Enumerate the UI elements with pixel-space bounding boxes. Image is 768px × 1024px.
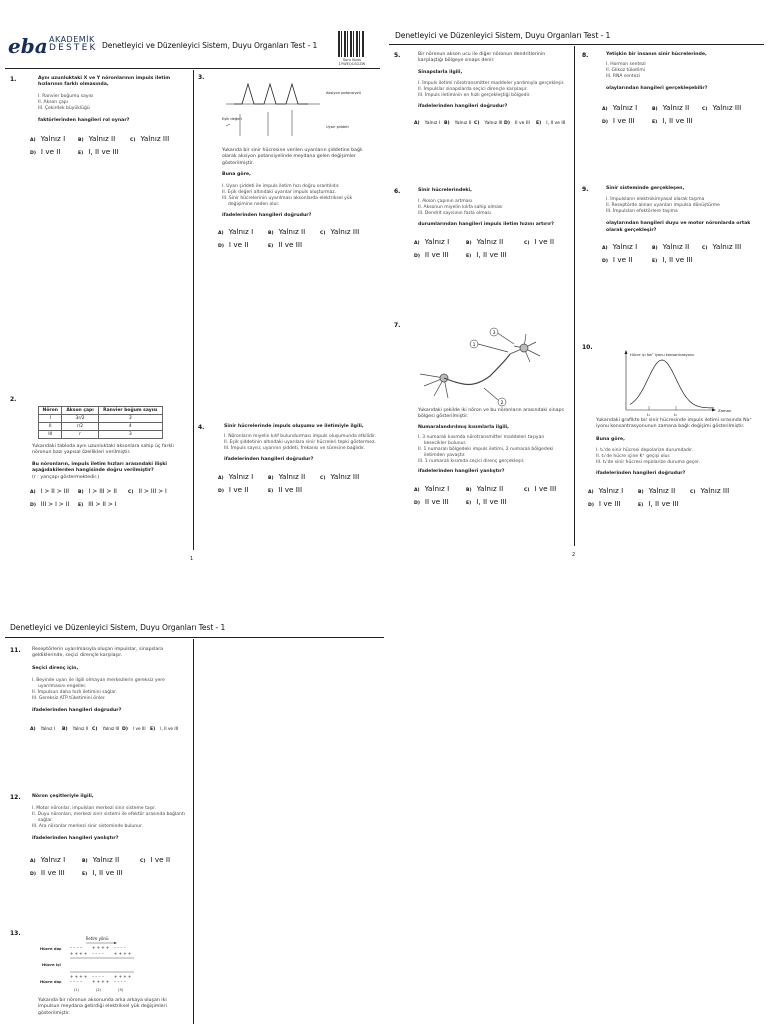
option-e[interactable]: E) I, II ve III bbox=[82, 867, 123, 877]
page-number: 1 bbox=[190, 556, 194, 562]
t2-tick: t₂ bbox=[674, 412, 678, 417]
test-title: Denetleyici ve Düzenleyici Sistem, Duyu Organları Test - 1 bbox=[395, 31, 611, 40]
membrane-charge-diagram bbox=[34, 934, 174, 996]
sodium-concentration-graph bbox=[600, 348, 750, 420]
statement-1: I. Beyinde uyarı ile ilgili olmayan merkezlerin gereksiz yere uyarılmasını engeller. bbox=[32, 678, 165, 690]
option-e[interactable]: E) I, II ve III bbox=[466, 496, 507, 506]
question-lead: Sinir hücrelerinde impuls oluşumu ve iletimiyle ilgili, bbox=[224, 424, 364, 429]
option-a[interactable]: A) Yalnız I bbox=[414, 236, 450, 246]
statement-3: III. Gereksiz ATP tüketimini önler. bbox=[32, 696, 106, 702]
question-prompt: olaylarından hangileri duyu ve motor nöronlarda ortak olarak gerçekleşir? bbox=[606, 221, 751, 233]
option-b[interactable]: B) Yalnız II bbox=[638, 485, 676, 495]
column-divider bbox=[193, 639, 194, 1024]
answer-options bbox=[602, 240, 762, 266]
question-prompt: ifadelerinden hangileri doğrudur? bbox=[224, 457, 314, 463]
answer-options bbox=[588, 484, 762, 510]
mark-2: (2) bbox=[96, 988, 102, 992]
option-a[interactable]: A) Yalnız I bbox=[30, 854, 66, 864]
svg-text:+ + + +: + + + + bbox=[92, 945, 110, 950]
option-e[interactable]: E) I, II ve III bbox=[78, 147, 119, 157]
statement-2: II. Aksonun miyelin kılıfa sahip olması bbox=[418, 205, 503, 211]
question-number: 11. bbox=[10, 647, 21, 654]
option-a[interactable]: A) Yalnız I bbox=[602, 102, 638, 112]
column-divider bbox=[193, 70, 194, 550]
svg-text:– – – –: – – – – bbox=[70, 979, 82, 984]
question-number: 5. bbox=[394, 52, 401, 59]
statement-1: I. İmpulsların elektrokimyasal olarak taşıma bbox=[606, 197, 705, 203]
logo-subtitle: AKADEMİK DESTEK bbox=[49, 35, 98, 53]
answer-options bbox=[30, 485, 185, 511]
option-e[interactable]: E) I, II ve III bbox=[652, 115, 693, 125]
question-text: Yukarıdaki grafikte bir sinir hücresinde impuls iletimi sırasında Na⁺ iyonu konsantrasyonunun zamana bağlı değişimi gösterilmiştir. bbox=[596, 418, 752, 430]
option-a[interactable]: A) Yalnız I bbox=[218, 471, 254, 481]
neuron-synapse-diagram bbox=[414, 326, 564, 406]
question-12 bbox=[10, 794, 188, 879]
option-c[interactable]: C) Yalnız III bbox=[92, 726, 120, 733]
option-b[interactable]: B) Yalnız II bbox=[444, 120, 472, 126]
label-3: 3 bbox=[492, 330, 496, 336]
option-e[interactable]: E) I, II ve III bbox=[150, 726, 179, 733]
question-lead: Yetişkin bir insanın sinir hücrelerinde, bbox=[606, 52, 707, 57]
question-number: 9. bbox=[582, 186, 589, 193]
option-e[interactable]: E) I, II ve III bbox=[466, 249, 507, 259]
statement-2: II. Reseptörde alınan uyarıları impulsa dönüştürme bbox=[606, 203, 720, 209]
statement-1: I. 3 numaralı kısımda nörotransmitter maddeleri taşıyan kesecikler bulunur. bbox=[418, 435, 545, 447]
test-title: Denetleyici ve Düzenleyici Sistem, Duyu Organları Test - 1 bbox=[10, 623, 226, 632]
mark-3: (3) bbox=[118, 988, 124, 992]
option-b[interactable]: B) Yalnız II bbox=[82, 854, 120, 864]
action-potential-graph bbox=[224, 80, 374, 150]
statement-2: II. İmpulsun daha hızlı iletimini sağlar. bbox=[32, 690, 117, 696]
qr-code[interactable] bbox=[338, 31, 364, 57]
statement-3: III. t₂'de sinir hücresi repolarize duruma geçer. bbox=[596, 460, 700, 466]
question-6 bbox=[394, 188, 566, 261]
page-2 bbox=[384, 0, 768, 580]
eba-logo bbox=[8, 34, 48, 58]
header-rule bbox=[5, 637, 384, 638]
statement-3: III. İmpulsları efektörlere taşıma bbox=[606, 209, 678, 215]
question-text: Yukarıda bir nöronun aksonunda arka arkaya oluşan iki impulsun meydana getirdiği elektriksel yük değişimleri gösterilmiştir. bbox=[38, 998, 167, 1016]
question-number: 7. bbox=[394, 322, 401, 329]
answer-options bbox=[602, 101, 762, 127]
option-a[interactable]: A) Yalnız I bbox=[30, 134, 66, 144]
svg-text:– – – –: – – – – bbox=[92, 974, 104, 979]
answer-options bbox=[414, 117, 566, 130]
statement-1: I. Nöronların miyelin kılıf bulundurması impuls oluşumunda etkilidir. bbox=[224, 434, 376, 440]
question-prompt: ifadelerinden hangileri doğrudur? bbox=[32, 708, 122, 714]
test-title: Denetleyici ve Düzenleyici Sistem, Duyu Organları Test - 1 bbox=[102, 41, 318, 50]
question-9 bbox=[582, 186, 762, 266]
svg-text:+ + + +: + + + + bbox=[70, 974, 88, 979]
option-c[interactable]: C) I ve II bbox=[140, 854, 171, 864]
statement-1: I. Ranvier boğumu sayısı bbox=[38, 93, 94, 99]
option-d[interactable]: D) I ve II bbox=[30, 147, 61, 157]
y-axis-label: Hücre içi Na⁺ iyonu konsantrasyonu bbox=[630, 353, 695, 357]
option-d[interactable]: D) II ve III bbox=[30, 867, 65, 877]
page-1 bbox=[0, 0, 384, 580]
question-prompt: ifadelerinden hangileri doğrudur? bbox=[222, 212, 312, 218]
statement-2: II. Glikoz tüketimi bbox=[606, 68, 645, 74]
option-e[interactable]: E) I, II ve III bbox=[652, 255, 693, 265]
question-lead: Numaralandırılmış kısımlarla ilgili, bbox=[418, 424, 509, 430]
question-prompt: faktörlerinden hangileri rol oynar? bbox=[38, 117, 130, 123]
option-c[interactable]: C) Yalnız III bbox=[320, 471, 360, 481]
option-b[interactable]: B) I > III > II bbox=[78, 488, 117, 496]
question-lead: Buna göre, bbox=[222, 172, 251, 178]
option-c[interactable]: C) I ve II bbox=[524, 236, 555, 246]
x-axis-label: Zaman bbox=[718, 408, 732, 413]
statement-2: II. 1 numaralı bölgedeki impuls iletimi, 2 numaralı bölgedeki iletimden yavaştır. bbox=[418, 447, 554, 459]
svg-text:+ + + +: + + + + bbox=[70, 951, 88, 956]
option-c[interactable]: C) Yalnız III bbox=[702, 102, 742, 112]
question-1 bbox=[10, 76, 185, 158]
statement-1: I. Motor nöronlar, impulsları merkezi sinir sisteme taşır. bbox=[32, 806, 157, 812]
question-text: Yukarıda bir sinir hücresine verilen uyarıların şiddetine bağlı olarak aksiyon potansiyelinde meydana gelen değişimler gösterilmiştir. bbox=[222, 148, 363, 166]
option-c[interactable]: C) I ve III bbox=[524, 483, 557, 493]
option-a[interactable]: A) Yalnız I bbox=[588, 485, 624, 495]
question-text: Reseptörlerin uyarılmasıyla oluşan impulslar, sinapslara geldiklerinde, seçici dirençle karşılaşır. bbox=[32, 647, 164, 659]
question-text: Bir nöronun akson ucu ile diğer nöronun dendritlerinin karşılaştığı bölgeye sinaps denir. bbox=[418, 52, 546, 64]
qr-caption: Soru Kodu 1YWEQCSGZW bbox=[338, 58, 366, 67]
statement-2: II. İmpulslar sinapslarda seçici dirençle karşılaşır. bbox=[418, 87, 528, 93]
option-a[interactable]: A) I > II > III bbox=[30, 488, 69, 496]
option-a[interactable]: A) Yalnız I bbox=[414, 120, 441, 126]
statement-2: II. Duyu nöronları, merkezi sinir sistemi ile efektör arasında bağlantı sağlar. bbox=[32, 812, 185, 824]
option-b[interactable]: B) Yalnız II bbox=[78, 134, 116, 144]
conduction-direction-label: İletim yönü bbox=[86, 936, 109, 941]
option-c[interactable]: C) II > III > I bbox=[128, 488, 167, 496]
statement-3: III. RNA sentezi bbox=[606, 74, 640, 80]
question-number: 10. bbox=[582, 344, 593, 351]
statement-1: I. t₁'de sinir hücresi depolarize durumdadır. bbox=[596, 448, 694, 454]
option-b[interactable]: B) Yalnız II bbox=[466, 483, 504, 493]
question-lead: Sinir sisteminde gerçekleşen, bbox=[606, 186, 685, 191]
question-number: 6. bbox=[394, 188, 401, 195]
question-text: Yukarıdaki şekilde iki nöron ve bu nöronların arasındaki sinaps bölgesi gösterilmiştir. bbox=[418, 408, 564, 420]
column-divider bbox=[574, 46, 575, 546]
question-3 bbox=[198, 74, 378, 251]
answer-options bbox=[30, 853, 188, 879]
question-number: 8. bbox=[582, 52, 589, 59]
question-text: Aynı uzunluktaki X ve Y nöronlarının impuls iletim hızlarının farklı olmasında, bbox=[38, 76, 171, 88]
threshold-label: Eşik değeri bbox=[222, 117, 242, 121]
statement-3: III. Çekirdek büyüklüğü bbox=[38, 105, 90, 111]
page-number: 2 bbox=[572, 552, 576, 558]
question-prompt: Bu nöronların, impuls iletim hızları arasındaki ilişki aşağıdakilerden hangisinde doğru verilmiştir? bbox=[32, 461, 167, 474]
option-c[interactable]: C) Yalnız III bbox=[130, 134, 170, 144]
option-d[interactable]: D) II ve III bbox=[414, 496, 449, 506]
mark-1: (1) bbox=[74, 988, 80, 992]
statement-2: II. t₁'de hücre içine K⁺ geçişi olur. bbox=[596, 454, 671, 460]
question-10 bbox=[582, 344, 762, 510]
answer-options bbox=[414, 482, 566, 508]
option-b[interactable]: B) Yalnız II bbox=[268, 227, 306, 237]
question-prompt: ifadelerinden hangileri yanlıştır? bbox=[418, 469, 505, 475]
table-row: III r 3 bbox=[39, 431, 163, 439]
question-2 bbox=[10, 396, 185, 511]
option-e[interactable]: E) II ve III bbox=[268, 240, 303, 250]
question-number: 3. bbox=[198, 74, 205, 81]
option-a[interactable]: A) Yalnız I bbox=[218, 227, 254, 237]
svg-text:+ + + +: + + + + bbox=[92, 979, 110, 984]
question-text: Yukarıdaki tabloda aynı uzunluktaki aksonlara sahip üç farklı nöronun bazı yapısal özellikleri verilmiştir. bbox=[32, 444, 174, 456]
svg-text:– – – –: – – – – bbox=[114, 979, 126, 984]
statement-1: I. Akson çapının artması bbox=[418, 199, 473, 205]
question-number: 13. bbox=[10, 930, 21, 937]
logo-main: eba bbox=[8, 34, 48, 58]
question-lead: Buna göre, bbox=[596, 436, 625, 442]
question-number: 2. bbox=[10, 396, 17, 403]
question-5 bbox=[394, 52, 566, 130]
option-e[interactable]: E) II ve III bbox=[268, 484, 303, 494]
statement-3: III. Dendrit sayısının fazla olması bbox=[418, 211, 491, 217]
neuron-table: Nöron Akson çapı Ranvier boğum sayısı I 3r/2 3 II r/2 4 III r 3 bbox=[38, 406, 163, 439]
table-row: I 3r/2 3 bbox=[39, 415, 163, 423]
outer-row-label-bottom: Hücre dışı bbox=[40, 979, 62, 984]
option-b[interactable]: B) Yalnız II bbox=[466, 236, 504, 246]
option-d[interactable]: D) II ve III bbox=[504, 120, 530, 126]
statement-3: III. İmpuls iletiminin en hızlı gerçekleştiği bölgedir. bbox=[418, 93, 531, 99]
question-lead: Sinir hücrelerindeki, bbox=[418, 188, 472, 193]
option-b[interactable]: B) Yalnız II bbox=[652, 102, 690, 112]
question-7 bbox=[394, 322, 566, 508]
answer-options bbox=[218, 225, 378, 251]
inner-row-label: Hücre içi bbox=[42, 962, 61, 967]
question-number: 12. bbox=[10, 794, 21, 801]
statement-2: II. Akson çapı bbox=[38, 99, 68, 105]
answer-options bbox=[414, 235, 566, 261]
ap-label: Aksiyon potansiyeli bbox=[326, 91, 361, 95]
question-number: 1. bbox=[10, 76, 17, 83]
answer-options bbox=[30, 132, 185, 158]
option-b[interactable]: B) Yalnız II bbox=[652, 242, 690, 252]
option-d[interactable]: D) II ve III bbox=[414, 249, 449, 259]
statement-1: I. Uyarı şiddeti ile impuls iletim hızı doğru orantılıdır. bbox=[222, 183, 340, 189]
statement-1: I. İmpuls iletimi nörotransmitter maddeler yardımıyla gerçekleşir. bbox=[418, 81, 565, 87]
question-prompt: durumlarından hangileri impuls iletim hızını artırır? bbox=[418, 222, 554, 228]
option-c[interactable]: C) Yalnız III bbox=[320, 227, 360, 237]
option-d[interactable]: D) I ve II bbox=[218, 484, 249, 494]
option-d[interactable]: D) I ve III bbox=[122, 726, 146, 733]
statement-3: III. 1 numaralı kısımda seçici direnç gerçekleşir. bbox=[418, 459, 525, 465]
statement-2: II. Eşik şiddetinin altındaki uyarılara sinir hücreleri tepki göstermez. bbox=[224, 440, 376, 446]
option-a[interactable]: A) Yalnız I bbox=[30, 726, 55, 733]
option-c[interactable]: C) Yalnız III bbox=[702, 242, 742, 252]
option-d[interactable]: D) I ve III bbox=[602, 115, 635, 125]
option-d[interactable]: D) III > I > II bbox=[30, 501, 70, 509]
svg-text:– – – –: – – – – bbox=[114, 945, 126, 950]
question-lead: Nöron çeşitleriyle ilgili, bbox=[32, 794, 94, 799]
t1-tick: t₁ bbox=[647, 412, 651, 417]
svg-text:– – – –: – – – – bbox=[92, 951, 104, 956]
option-b[interactable]: B) Yalnız II bbox=[268, 471, 306, 481]
page-3 bbox=[0, 612, 384, 1024]
option-e[interactable]: E) I, II ve III bbox=[536, 120, 566, 126]
question-lead: Sinapslarla ilgili, bbox=[418, 69, 463, 75]
question-prompt: ifadelerinden hangileri doğrudur? bbox=[596, 471, 686, 477]
label-2: 2 bbox=[500, 400, 504, 406]
header-rule bbox=[389, 44, 764, 45]
question-prompt: ifadelerinden hangileri doğrudur? bbox=[418, 104, 508, 110]
question-11 bbox=[10, 647, 188, 736]
question-8 bbox=[582, 52, 762, 127]
question-13 bbox=[10, 930, 188, 1017]
statement-1: I. Hormon sentezi bbox=[606, 62, 646, 68]
svg-text:+ + + +: + + + + bbox=[114, 951, 132, 956]
statement-3: III. İmpuls sayısı; uyarının şiddeti, frekansı ve süresine bağlıdır. bbox=[224, 446, 365, 452]
question-prompt: ifadelerinden hangileri yanlıştır? bbox=[32, 836, 119, 842]
option-a[interactable]: A) Yalnız I bbox=[602, 242, 638, 252]
svg-text:+ + + +: + + + + bbox=[114, 974, 132, 979]
option-d[interactable]: D) I ve II bbox=[218, 240, 249, 250]
question-number: 4. bbox=[198, 424, 205, 431]
header-rule bbox=[5, 68, 380, 69]
statement-3: III. Ara nöronlar merkezi sinir sisteminde bulunur. bbox=[32, 824, 143, 830]
question-note: (r : yarıçapı göstermektedir.) bbox=[32, 474, 100, 480]
answer-options bbox=[218, 470, 378, 496]
question-lead: Seçici direnç için, bbox=[32, 665, 79, 671]
option-b[interactable]: B) Yalnız II bbox=[62, 726, 89, 733]
option-e[interactable]: E) I, II ve III bbox=[638, 498, 679, 508]
question-prompt: olaylarından hangileri gerçekleşebilir? bbox=[606, 86, 708, 92]
table-row: II r/2 4 bbox=[39, 423, 163, 431]
option-d[interactable]: D) I ve III bbox=[588, 498, 621, 508]
option-a[interactable]: A) Yalnız I bbox=[414, 483, 450, 493]
label-1: 1 bbox=[472, 342, 476, 348]
stimulus-label: Uyarı şiddeti bbox=[326, 125, 349, 129]
statement-3: III. Sinir hücrelerinin uyarılması aksonlarda elektriksel yük değişimine neden olur. bbox=[222, 195, 353, 207]
outer-row-label: Hücre dışı bbox=[40, 946, 62, 951]
question-4 bbox=[198, 424, 378, 496]
option-e[interactable]: E) III > II > I bbox=[78, 501, 117, 509]
option-c[interactable]: C) Yalnız III bbox=[474, 120, 503, 126]
answer-options bbox=[30, 723, 188, 736]
statement-2: II. Eşik değeri altındaki uyarılar impuls oluşturmaz. bbox=[222, 189, 337, 195]
svg-text:– – – –: – – – – bbox=[70, 945, 82, 950]
option-d[interactable]: D) I ve II bbox=[602, 255, 633, 265]
option-c[interactable]: C) Yalnız III bbox=[690, 485, 730, 495]
